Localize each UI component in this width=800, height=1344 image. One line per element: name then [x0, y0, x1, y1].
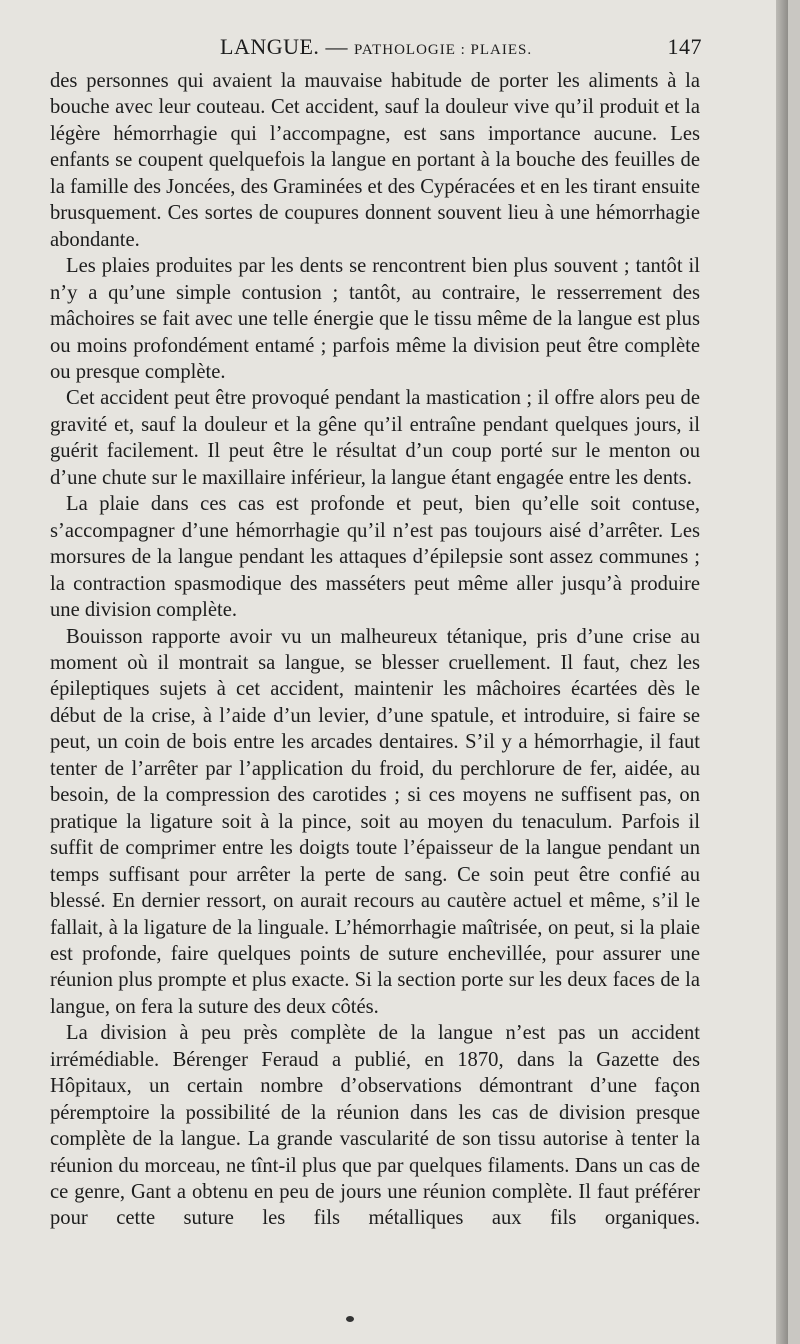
- running-head-title: LANGUE.: [220, 34, 320, 59]
- paragraph-continued: des personnes qui avaient la mauvaise habitude de porter les aliments à la bouche avec leur couteau. Cet accident, sauf la douleur vive qu’il produit et la légère hémorrhagie qui l’accompagne, est sans importance aucune. Les enfants se coupent quelquefois la langue en portant à la bouche des feuilles de la famille des Joncées, des Graminées et des Cypéracées et en les tirant ensuite brusquement. Ces sortes de coupures donnent souvent lieu à une hémorrhagie abondante.: [50, 70, 700, 251]
- paragraph: Les plaies produites par les dents se rencontrent bien plus souvent ; tantôt il n’y a qu’une simple contusion ; tantôt, au contraire, le resserrement des mâchoires se fait avec une telle énergie que le tissu même de la langue est plus ou moins profondément entamé ; parfois même la division peut être complète ou presque complète.: [50, 255, 700, 383]
- running-head-dash: —: [319, 34, 354, 59]
- running-head-subtitle: PATHOLOGIE : PLAIES.: [353, 42, 533, 58]
- paragraph: La division à peu près complète de la langue n’est pas un accident irrémédiable. Bérenger Feraud a publié, en 1870, dans la Gazette des Hôpitaux, un certain nombre d’observations démontrant d’une façon péremptoire la possibilité de la réunion dans les cas de division presque complète de la langue. La grande vascularité de son tissu autorise à tenter la réunion du morceau, ne tînt-il plus que par quelques filaments. Dans un cas de ce genre, Gant a obtenu en peu de jours une réunion complète. Il faut préférer pour cette suture les fils métalliques aux fils organiques.: [50, 1022, 700, 1230]
- paragraph: La plaie dans ces cas est profonde et peut, bien qu’elle soit contuse, s’accompagner d’une hémorrhagie qu’il n’est pas toujours aisé d’arrêter. Les morsures de la langue pendant les attaques d’épilepsie sont assez communes ; la contraction spasmodique des masséters peut même aller jusqu’à produire une division complète.: [50, 493, 700, 622]
- paragraph: Cet accident peut être provoqué pendant la mastication ; il offre alors peu de gravité et, sauf la douleur et la gêne qu’il entraîne pendant quelques jours, il guérit facilement. Il peut être le résultat d’un coup porté sur le menton ou d’une chute sur le maxillaire inférieur, la langue étant engagée entre les dents.: [50, 387, 700, 489]
- running-head: [220, 34, 532, 60]
- page-number: 147: [667, 34, 702, 59]
- paragraph: Bouisson rapporte avoir vu un malheureux tétanique, pris d’une crise au moment où il montrait sa langue, se blesser cruellement. Il faut, chez les épileptiques sujets à cet accident, maintenir les mâchoires écartées dès le début de la crise, à l’aide d’un levier, d’une spatule, et introduire, si faire se peut, un coin de bois entre les arcades dentaires. S’il y a hémorrhagie, il faut tenter de l’arrêter par l’application du froid, du perchlorure de fer, aidée, au besoin, de la compression des carotides ; si ces moyens ne suffisent pas, on pratique la ligature soit à la pince, soit au moyen du tenaculum. Parfois il suffit de comprimer entre les doigts toute l’épaisseur de la langue pendant un temps suffisant pour arrêter la perte de sang. Ce soin peut être confié au blessé. En dernier ressort, on aurait recours au cautère actuel et même, s’il le fallait, à la ligature de la linguale. L’hémorrhagie maîtrisée, on peut, si la plaie est profonde, faire quelques points de suture enchevillée, pour assurer une réunion plus prompte et plus exacte. Si la section porte sur les deux faces de la langue, on fera la suture des deux côtés.: [50, 625, 700, 1018]
- footer-mark: [346, 1316, 354, 1322]
- page-header: [50, 34, 700, 68]
- page-edge-shadow: [776, 0, 788, 1344]
- body-text: [50, 68, 700, 1232]
